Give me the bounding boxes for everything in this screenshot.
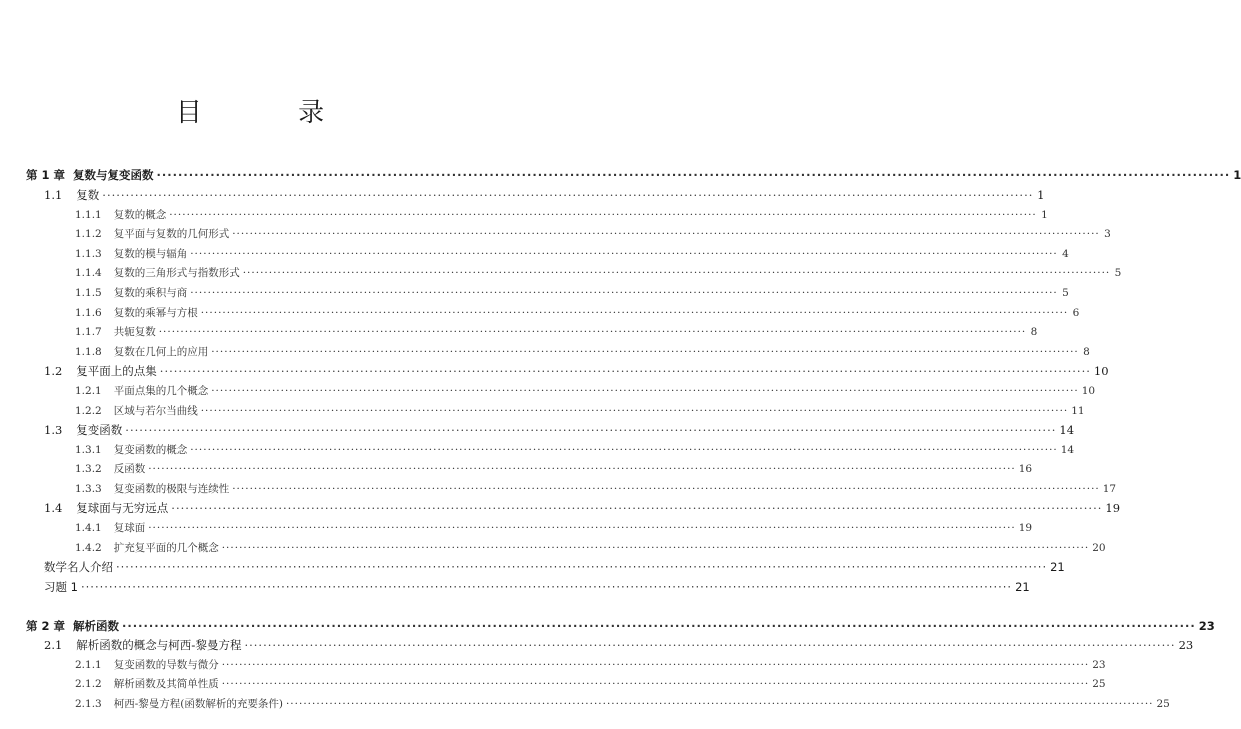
toc-entry-sub[interactable] [0, 300, 1080, 320]
dot-leader: ········································································································································································································ [122, 619, 1196, 633]
toc-entry-number: 1.4 [44, 501, 63, 515]
toc-entry-number: 2.1 [44, 638, 63, 652]
toc-entry-number: 1.3.1 [75, 444, 102, 456]
toc-entry-page: 10 [1081, 385, 1096, 397]
toc-entry-title: 复变函数的极限与连续性 [113, 483, 230, 495]
toc-entry-number: 第 1 章 [26, 168, 66, 182]
dot-leader: ········································································································································································································ [200, 307, 1069, 319]
toc-entry-number: 1.1.5 [75, 287, 102, 299]
dot-leader: ········································································································································································································ [211, 346, 1079, 358]
toc-entry-page: 6 [1072, 307, 1080, 319]
toc-entry-page: 8 [1030, 326, 1038, 338]
toc-entry-section[interactable] [0, 417, 1075, 437]
toc-entry-title: 复平面与复数的几何形式 [113, 228, 230, 240]
toc-entry-page: 3 [1104, 228, 1111, 240]
toc-entry-number: 1.4.2 [75, 542, 102, 554]
dot-leader: ········································································································································································································ [102, 188, 1034, 202]
toc-entry-sub[interactable] [0, 476, 1117, 496]
toc-entry-number: 1.1.2 [75, 228, 102, 240]
toc-entry-title: 复数的模与辐角 [113, 248, 188, 260]
toc-entry-extra[interactable] [0, 574, 1030, 594]
toc-entry-title: 柯西-黎曼方程(函数解析的充要条件) [113, 698, 283, 710]
toc-entry-sub[interactable] [0, 241, 1069, 261]
toc-entry-number: 2.1.1 [75, 659, 102, 671]
toc-entry-number: 1.1 [44, 188, 63, 202]
toc-entry-number: 1.1.7 [75, 326, 102, 338]
toc-entry-title: 共轭复数 [113, 326, 156, 338]
dot-leader: ········································································································································································································ [211, 385, 1079, 397]
toc-entry-title: 解析函数及其简单性质 [113, 678, 219, 690]
toc-entry-page: 5 [1062, 287, 1069, 299]
dot-leader: ········································································································································································································ [171, 501, 1103, 515]
toc-entry-number: 1.2.2 [75, 405, 102, 417]
toc-entry-page: 21 [1015, 580, 1030, 594]
toc-entry-title: 复平面上的点集 [76, 364, 157, 378]
toc-entry-page: 25 [1092, 678, 1106, 690]
toc-entry-title: 反函数 [113, 463, 146, 475]
dot-leader: ········································································································································································································ [125, 423, 1057, 437]
dot-leader: ········································································································································································································ [221, 678, 1090, 690]
toc-entry-number: 1.2.1 [75, 385, 102, 397]
toc-entry-title: 复球面 [113, 522, 146, 534]
toc-entry-sub[interactable] [0, 671, 1106, 691]
toc-entry-title: 复数的乘幂与方根 [113, 307, 198, 319]
toc-entry-section[interactable] [0, 358, 1109, 378]
toc-entry-title: 复数与复变函数 [73, 168, 154, 182]
dot-leader: ········································································································································································································ [116, 560, 1048, 574]
toc-entry-title: 复球面与无穷远点 [76, 501, 169, 515]
dot-leader: ········································································································································································································ [285, 698, 1154, 710]
toc-entry-number: 第 2 章 [26, 619, 66, 633]
toc-entry-section[interactable] [0, 632, 1194, 652]
toc-entry-number: 2.1.2 [75, 678, 102, 690]
toc-entry-sub[interactable] [0, 691, 1170, 711]
toc-entry-title: 解析函数的概念与柯西-黎曼方程 [76, 638, 242, 652]
toc-entry-number: 1.3 [44, 423, 63, 437]
toc-entry-page: 20 [1092, 542, 1106, 554]
dot-leader: ········································································································································································································ [80, 580, 1013, 594]
toc-entry-number: 1.1.1 [75, 209, 102, 221]
toc-entry-title: 复数的概念 [113, 209, 167, 221]
toc-entry-title: 习题 1 [44, 580, 78, 594]
toc-entry-sub[interactable] [0, 515, 1033, 535]
toc-entry-number: 1.1.3 [75, 248, 102, 260]
toc-entry-page: 21 [1050, 560, 1065, 574]
toc-entry-title: 复变函数的导数与微分 [113, 659, 219, 671]
toc-entry-chapter[interactable] [0, 613, 1215, 633]
toc-entry-title: 平面点集的几个概念 [113, 385, 209, 397]
toc-entry-page: 23 [1198, 619, 1215, 633]
dot-leader: ········································································································································································································ [190, 248, 1058, 260]
dot-leader: ········································································································································································································ [190, 444, 1058, 456]
dot-leader: ········································································································································································································ [242, 267, 1111, 279]
dot-leader: ········································································································································································································ [159, 364, 1091, 378]
toc-entry-sub[interactable] [0, 456, 1033, 476]
toc-entry-title: 复数 [76, 188, 100, 202]
toc-entry-page: 4 [1062, 248, 1069, 260]
toc-entry-chapter[interactable] [0, 162, 1241, 182]
dot-leader: ········································································································································································································ [232, 228, 1100, 240]
toc-entry-page: 17 [1102, 483, 1117, 495]
toc-entry-sub[interactable] [0, 437, 1075, 457]
page-title: 目 录 [175, 98, 369, 128]
dot-leader: ········································································································································································································ [156, 168, 1231, 182]
toc-entry-page: 1 [1233, 168, 1241, 182]
toc-entry-title: 扩充复平面的几个概念 [113, 542, 219, 554]
toc-entry-page: 23 [1092, 659, 1106, 671]
toc-entry-title: 复数的三角形式与指数形式 [113, 267, 240, 279]
toc-entry-sub[interactable] [0, 339, 1090, 359]
toc-entry-title: 复变函数的概念 [113, 444, 188, 456]
dot-leader: ········································································································································································································ [190, 287, 1058, 299]
dot-leader: ········································································································································································································ [148, 522, 1016, 534]
toc-entry-section[interactable] [0, 495, 1121, 515]
toc-entry-page: 14 [1060, 444, 1075, 456]
toc-entry-title: 解析函数 [73, 619, 120, 633]
toc-entry-sub[interactable] [0, 378, 1096, 398]
dot-leader: ········································································································································································································ [221, 542, 1090, 554]
toc-entry-extra[interactable] [0, 554, 1065, 574]
toc-entry-number: 1.1.4 [75, 267, 102, 279]
toc-entry-page: 11 [1071, 405, 1085, 417]
toc-entry-number: 1.1.6 [75, 307, 102, 319]
toc-entry-sub[interactable] [0, 398, 1085, 418]
dot-leader: ········································································································································································································ [169, 209, 1037, 221]
dot-leader: ········································································································································································································ [200, 405, 1069, 417]
dot-leader: ········································································································································································································ [158, 326, 1027, 338]
toc-entry-page: 1 [1041, 209, 1048, 221]
toc-entry-sub[interactable] [0, 202, 1048, 222]
toc-entry-title: 复变函数 [76, 423, 123, 437]
toc-entry-number: 1.3.3 [75, 483, 102, 495]
toc-entry-page: 10 [1093, 364, 1109, 378]
dot-leader: ········································································································································································································ [244, 638, 1176, 652]
toc-entry-sub[interactable] [0, 319, 1038, 339]
toc-entry-page: 16 [1018, 463, 1033, 475]
dot-leader: ········································································································································································································ [148, 463, 1016, 475]
toc-entry-sub[interactable] [0, 260, 1122, 280]
toc-entry-title: 数学名人介绍 [44, 560, 113, 574]
toc-entry-page: 5 [1114, 267, 1122, 279]
dot-leader: ········································································································································································································ [221, 659, 1090, 671]
toc-entry-section[interactable] [0, 182, 1045, 202]
toc-entry-title: 复数在几何上的应用 [113, 346, 209, 358]
toc-entry-number: 2.1.3 [75, 698, 102, 710]
toc-entry-title: 区域与若尔当曲线 [113, 405, 198, 417]
toc-entry-page: 19 [1105, 501, 1121, 515]
toc-entry-number: 1.3.2 [75, 463, 102, 475]
toc-entry-page: 1 [1037, 188, 1045, 202]
toc-entry-number: 1.4.1 [75, 522, 102, 534]
dot-leader: ········································································································································································································ [232, 483, 1100, 495]
toc-entry-number: 1.1.8 [75, 346, 102, 358]
toc-entry-sub[interactable] [0, 221, 1111, 241]
toc-entry-page: 23 [1178, 638, 1194, 652]
toc-entry-sub[interactable] [0, 652, 1106, 672]
toc-entry-page: 25 [1156, 698, 1170, 710]
toc-entry-number: 1.2 [44, 364, 63, 378]
toc-entry-page: 19 [1018, 522, 1033, 534]
toc-entry-sub[interactable] [0, 535, 1106, 555]
toc-entry-page: 8 [1083, 346, 1090, 358]
toc-entry-sub[interactable] [0, 280, 1069, 300]
toc-entry-title: 复数的乘积与商 [113, 287, 188, 299]
toc-entry-page: 14 [1059, 423, 1075, 437]
